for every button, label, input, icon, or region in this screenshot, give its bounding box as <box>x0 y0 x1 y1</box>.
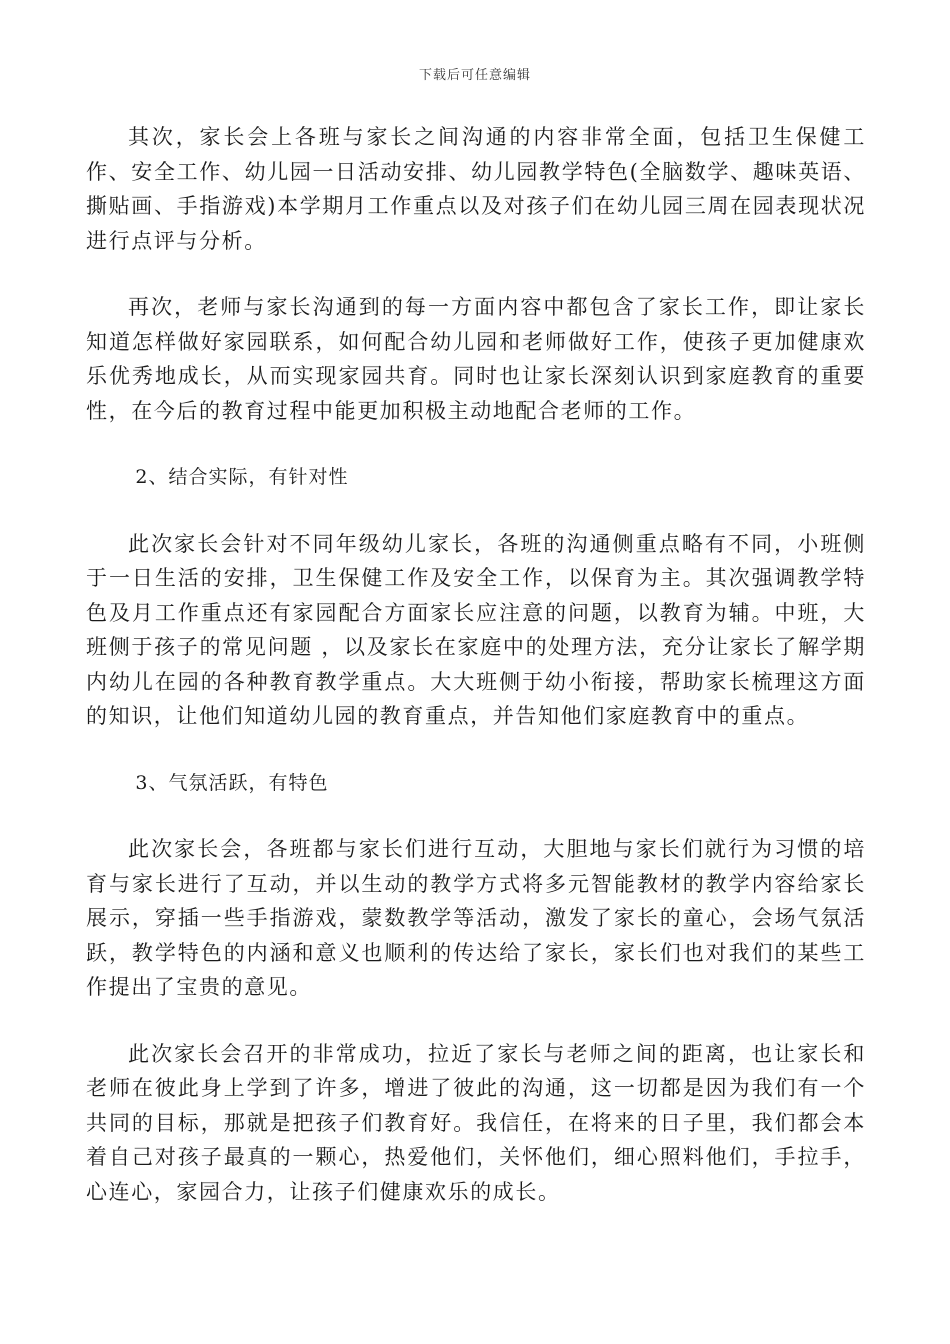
document-body <box>86 120 866 1241</box>
paragraph-interaction: 此次家长会，各班都与家长们进行互动，大胆地与家长们就行为习惯的培育与家长进行了互动，并以生动的教学方式将多元智能教材的教学内容给家长展示，穿插一些手指游戏，蒙数教学等活动，激发了家长的童心，会场气氛活跃，教学特色的内涵和意义也顺利的传达给了家长，家长们也对我们的某些工作提出了宝贵的意见。 <box>86 837 866 999</box>
paragraph-communication-content: 其次，家长会上各班与家长之间沟通的内容非常全面，包括卫生保健工作、安全工作、幼儿园一日活动安排、幼儿园教学特色(全脑数学、趣味英语、撕贴画、手指游戏)本学期月工作重点以及对孩子们在幼儿园三周在园表现状况进行点评与分析。 <box>86 125 866 253</box>
paragraph-parent-work: 再次，老师与家长沟通到的每一方面内容中都包含了家长工作，即让家长知道怎样做好家园联系，如何配合幼儿园和老师做好工作，使孩子更加健康欢乐优秀地成长，从而实现家园共育。同时也让家长深刻认识到家庭教育的重要性，在今后的教育过程中能更加积极主动地配合老师的工作。 <box>86 295 866 423</box>
section-heading-2: 2、结合实际，有针对性 <box>135 466 349 488</box>
paragraph-conclusion: 此次家长会召开的非常成功，拉近了家长与老师之间的距离，也让家长和老师在彼此身上学到了许多，增进了彼此的沟通，这一切都是因为我们有一个共同的目标，那就是把孩子们教育好。我信任，在将来的日子里，我们都会本着自己对孩子最真的一颗心，热爱他们，关怀他们，细心照料他们，手拉手，心连心，家园合力，让孩子们健康欢乐的成长。 <box>86 1041 866 1204</box>
page-header: 下载后可任意编辑 <box>418 68 531 83</box>
paragraph-grade-focus: 此次家长会针对不同年级幼儿家长，各班的沟通侧重点略有不同，小班侧于一日生活的安排，卫生保健工作及安全工作，以保育为主。其次强调教学特色及月工作重点还有家园配合方面家长应注意的问题，以教育为辅。中班，大班侧于孩子的常见问题 ，以及家长在家庭中的处理方法，充分让家长了解学期内幼儿在园的各种教育教学重点。大大班侧于幼小衔接，帮助家长梳理这方面的知识，让他们知道幼儿园的教育重点，并告知他们家庭教育中的重点。 <box>86 531 866 728</box>
section-heading-3: 3、气氛活跃，有特色 <box>135 771 329 794</box>
